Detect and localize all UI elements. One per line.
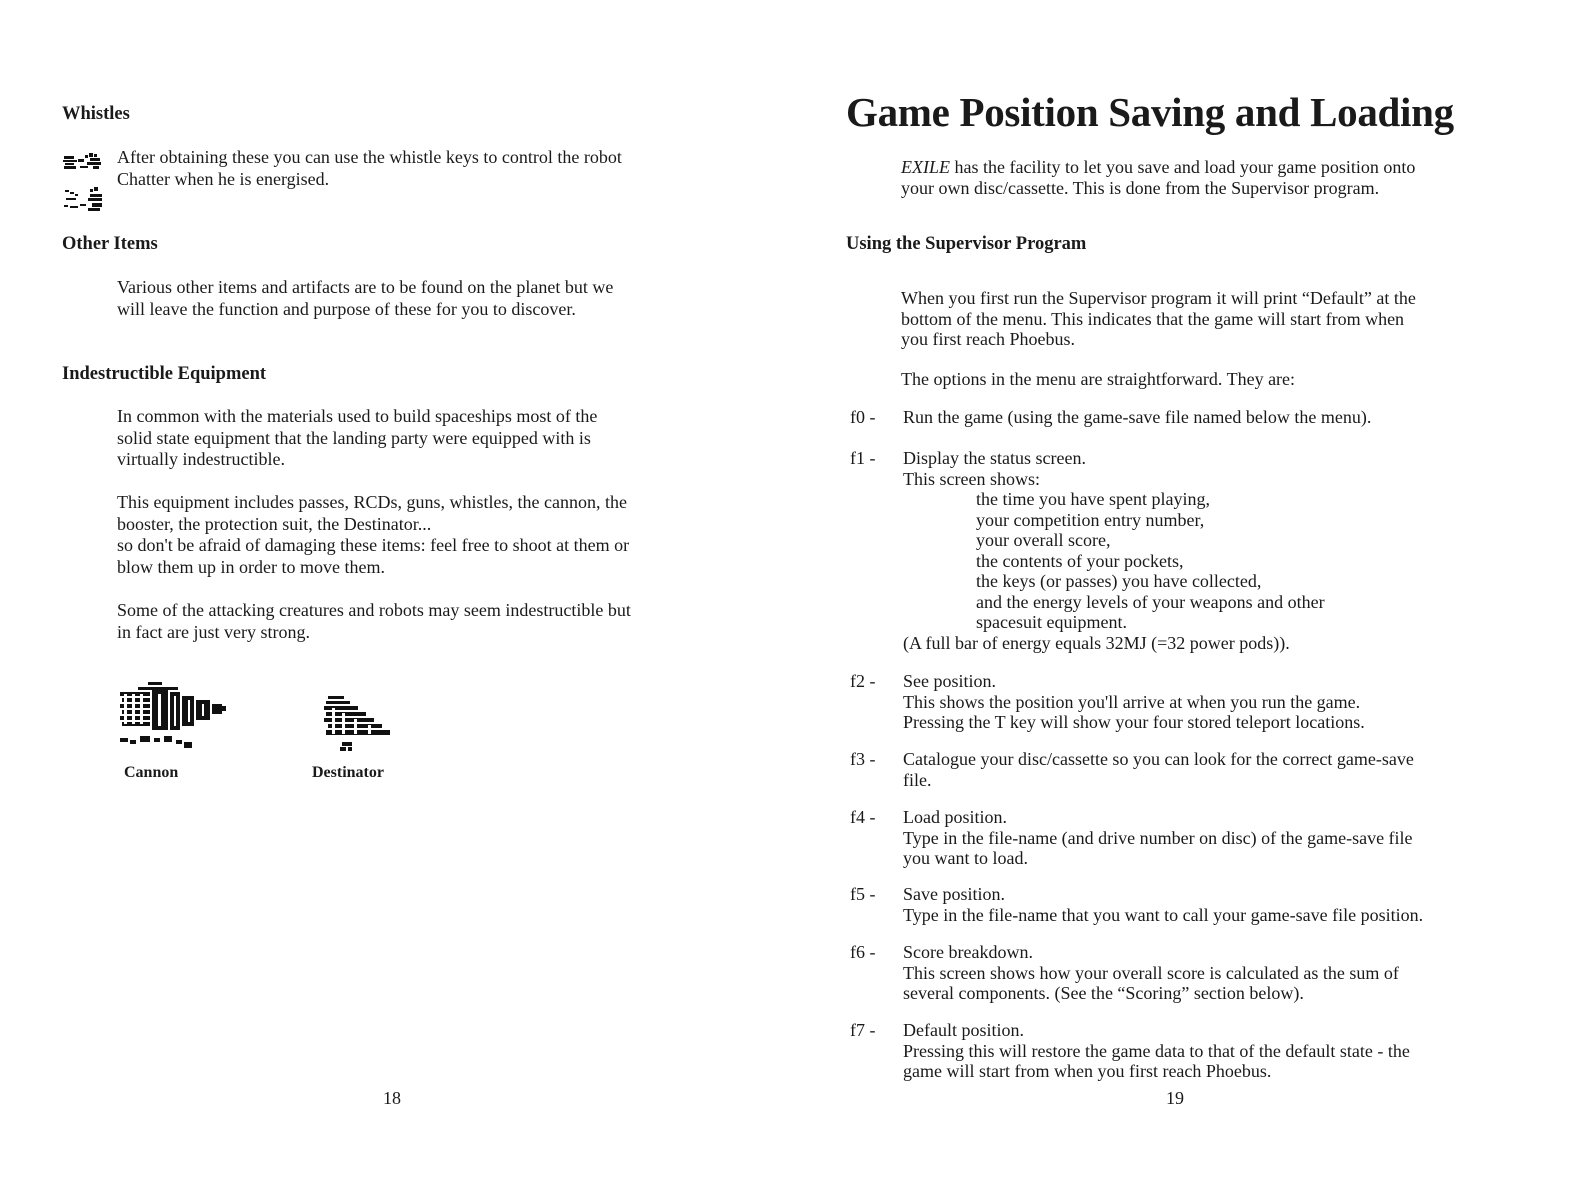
text-line: bottom of the menu. This indicates that the game will start from when xyxy=(901,308,1405,329)
text-line: solid state equipment that the landing party were equipped with is xyxy=(117,427,591,448)
text-line: See position. xyxy=(903,671,996,691)
destinator-caption: Destinator xyxy=(312,764,384,781)
indestructible-para-3 xyxy=(117,600,631,643)
right-page xyxy=(790,0,1591,1200)
text-line: Save position. xyxy=(903,884,1005,904)
text-line: This shows the position you'll arrive at when you run the game. xyxy=(903,691,1361,712)
text-line: Type in the file-name (and drive number on disc) of the game-save file xyxy=(903,827,1413,848)
other-items-heading: Other Items xyxy=(62,234,158,254)
supervisor-para-2 xyxy=(901,369,1295,391)
text-line: Chatter when he is energised. xyxy=(117,168,330,189)
text-line: Score breakdown. xyxy=(903,942,1033,962)
text-line: The options in the menu are straightforward. They are: xyxy=(901,369,1296,389)
text-line: Pressing this will restore the game data to that of the default state - the xyxy=(903,1040,1410,1061)
text-line: Default position. xyxy=(903,1020,1024,1040)
page-number-right: 19 xyxy=(1166,1088,1184,1108)
text-line: will leave the function and purpose of these for you to discover. xyxy=(117,298,576,319)
text-line: Load position. xyxy=(903,807,1007,827)
text-line: Display the status screen. xyxy=(903,448,1086,468)
page-number-left: 18 xyxy=(383,1088,401,1108)
cannon-caption: Cannon xyxy=(124,764,179,781)
whistle-two-icon xyxy=(64,186,106,212)
text-line: file. xyxy=(903,769,932,790)
text-line: This equipment includes passes, RCDs, guns, whistles, the cannon, the xyxy=(117,492,627,512)
text-line: This screen shows: xyxy=(903,468,1040,489)
text-line: In common with the materials used to build spaceships most of the xyxy=(117,406,598,426)
list-item: your overall score, xyxy=(976,530,1111,550)
list-item: the time you have spent playing, xyxy=(976,489,1210,509)
text-line: you want to load. xyxy=(903,848,1028,868)
text-line: in fact are just very strong. xyxy=(117,621,310,642)
intro-line-2: your own disc/cassette. This is done from the Supervisor program. xyxy=(901,177,1380,198)
text-line: virtually indestructible. xyxy=(117,449,285,469)
intro-text xyxy=(901,157,1415,198)
option-key: f0 - xyxy=(850,407,876,427)
other-items-text xyxy=(117,277,613,320)
option-key: f4 - xyxy=(850,807,876,827)
text-line: This screen shows how your overall score is calculated as the sum of xyxy=(903,962,1399,983)
list-item: spacesuit equipment. xyxy=(976,612,1127,632)
text-line: Various other items and artifacts are to be found on the planet but we xyxy=(117,277,614,297)
page-title: Game Position Saving and Loading xyxy=(846,89,1454,135)
text-line: Some of the attacking creatures and robots may seem indestructible but xyxy=(117,600,631,620)
option-key: f5 - xyxy=(850,884,876,904)
whistles-heading: Whistles xyxy=(62,104,130,124)
text-line: so don't be afraid of damaging these items: feel free to shoot at them or xyxy=(117,535,630,555)
text-line: blow them up in order to move them. xyxy=(117,556,385,577)
supervisor-para-1 xyxy=(901,288,1416,350)
text-line: When you first run the Supervisor program it will print “Default” at the xyxy=(901,288,1416,308)
whistle-one-icon xyxy=(63,152,107,174)
list-item: the keys (or passes) you have collected, xyxy=(976,571,1262,591)
option-key: f7 - xyxy=(850,1020,876,1040)
option-key: f6 - xyxy=(850,942,876,962)
text-line: Pressing the T key will show your four stored teleport locations. xyxy=(903,712,1365,732)
text-line: After obtaining these you can use the whistle keys to control the robot xyxy=(117,147,622,167)
exile-emphasis: EXILE xyxy=(901,157,950,177)
text-line: Type in the file-name that you want to call your game-save file position. xyxy=(903,904,1424,925)
text-line: (A full bar of energy equals 32MJ (=32 power pods)). xyxy=(903,632,1290,653)
option-key: f1 - xyxy=(850,448,876,468)
text-line: Catalogue your disc/cassette so you can look for the correct game-save xyxy=(903,749,1414,769)
cannon-icon xyxy=(118,682,228,754)
text-line: several components. (See the “Scoring” section below). xyxy=(903,983,1304,1003)
text-line: booster, the protection suit, the Destinator... xyxy=(117,513,432,534)
list-item: and the energy levels of your weapons and other xyxy=(976,591,1325,612)
text-line: you first reach Phoebus. xyxy=(901,329,1075,349)
destinator-icon xyxy=(324,696,394,754)
supervisor-subheading: Using the Supervisor Program xyxy=(846,234,1087,254)
option-key: f3 - xyxy=(850,749,876,769)
option-key: f2 - xyxy=(850,671,876,691)
indestructible-heading: Indestructible Equipment xyxy=(62,364,267,384)
text-line: game will start from when you first reach Phoebus. xyxy=(903,1061,1272,1081)
indestructible-para-2 xyxy=(117,492,629,578)
left-page xyxy=(0,0,790,1200)
intro-line-1-rest: has the facility to let you save and load your game position onto xyxy=(950,157,1416,177)
text-line: Run the game (using the game-save file named below the menu). xyxy=(903,407,1372,427)
indestructible-para-1 xyxy=(117,406,597,471)
whistles-text xyxy=(117,147,622,190)
list-item: your competition entry number, xyxy=(976,509,1205,530)
intro-line-1 xyxy=(901,157,1415,178)
list-item: the contents of your pockets, xyxy=(976,550,1184,571)
